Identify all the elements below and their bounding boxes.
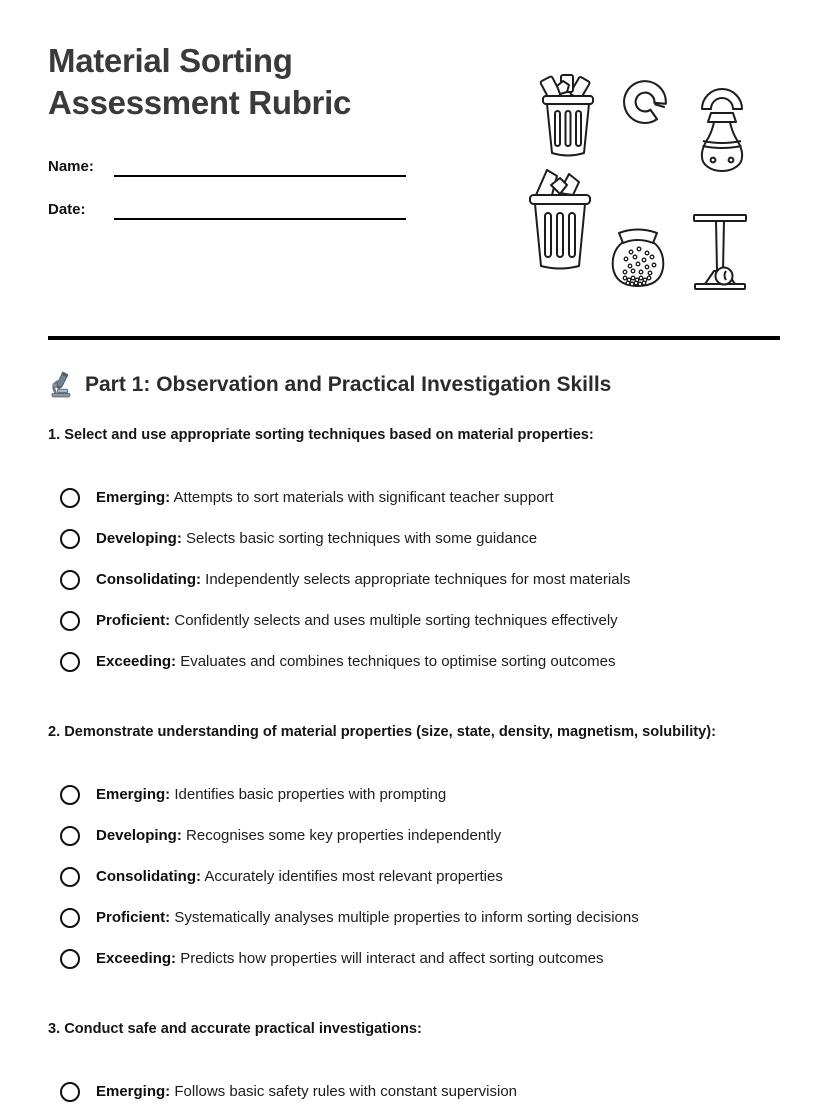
part1-heading [48, 371, 810, 398]
radio-q1-developing[interactable] [60, 529, 80, 549]
question-block [48, 724, 810, 969]
option-text [96, 909, 639, 926]
options-list [48, 487, 810, 672]
option-text [96, 489, 554, 506]
materials-clipart [510, 58, 766, 303]
waste-bin-small-icon [537, 73, 599, 159]
rubric-option-row [48, 784, 810, 805]
option-description: Identifies basic properties with prompting [174, 786, 447, 803]
name-label: Name: [48, 157, 94, 175]
part1-title-text: Part 1: Observation and Practical Investigation Skills [85, 372, 612, 396]
option-description: Recognises some key properties independently [186, 827, 502, 844]
question-text: 1. Select and use appropriate sorting techniques based on material properties: [48, 427, 594, 443]
option-level: Proficient: [96, 909, 171, 926]
options-list [48, 1081, 810, 1102]
option-level: Consolidating: [96, 571, 201, 588]
option-level: Emerging: [96, 1083, 171, 1100]
option-level: Emerging: [96, 489, 171, 506]
rubric-option-row [48, 948, 810, 969]
option-level: Consolidating: [96, 868, 201, 885]
rubric-option-row [48, 651, 810, 672]
name-field-row [48, 155, 406, 177]
option-text [96, 786, 446, 803]
pedestal-table-icon [691, 209, 749, 293]
option-description: Selects basic sorting techniques with some guidance [186, 530, 538, 547]
radio-q1-consolidating[interactable] [60, 570, 80, 590]
option-level: Exceeding: [96, 950, 177, 967]
rubric-option-row [48, 528, 810, 549]
question-block [48, 427, 810, 672]
radio-q3-emerging[interactable] [60, 1082, 80, 1102]
flask-icon [696, 78, 748, 172]
radio-q1-emerging[interactable] [60, 488, 80, 508]
radio-q2-emerging[interactable] [60, 785, 80, 805]
option-level: Proficient: [96, 612, 171, 629]
option-text [96, 612, 618, 629]
page-title: Material Sorting Assessment Rubric [48, 42, 352, 121]
rubric-option-row [48, 866, 810, 887]
option-text [96, 1083, 517, 1100]
option-level: Exceeding: [96, 653, 177, 670]
radio-q1-exceeding[interactable] [60, 652, 80, 672]
radio-q2-proficient[interactable] [60, 908, 80, 928]
question-block [48, 1021, 810, 1102]
option-description: Attempts to sort materials with significant teacher support [173, 489, 554, 506]
rubric-option-row [48, 487, 810, 508]
waste-bin-big-icon [526, 166, 594, 274]
date-field-row [48, 198, 406, 220]
option-description: Evaluates and combines techniques to optimise sorting outcomes [180, 653, 616, 670]
rubric-option-row [48, 907, 810, 928]
microscope-icon [48, 371, 75, 398]
rubric-option-row [48, 610, 810, 631]
option-text [96, 530, 537, 547]
option-description: Independently selects appropriate techniques for most materials [205, 571, 631, 588]
rubric-option-row [48, 825, 810, 846]
option-text [96, 571, 630, 588]
options-list [48, 784, 810, 969]
option-description: Predicts how properties will interact and affect sorting outcomes [180, 950, 604, 967]
option-level: Emerging: [96, 786, 171, 803]
rubric-option-row [48, 1081, 810, 1102]
radio-q2-exceeding[interactable] [60, 949, 80, 969]
question-text: 2. Demonstrate understanding of material properties (size, state, density, magnetism, solubility): [48, 724, 716, 740]
question-text: 3. Conduct safe and accurate practical investigations: [48, 1021, 422, 1037]
broken-ring-icon [622, 79, 668, 125]
option-text [96, 950, 603, 967]
option-description: Accurately identifies most relevant properties [204, 868, 503, 885]
rubric-option-row [48, 569, 810, 590]
option-level: Developing: [96, 530, 182, 547]
option-text [96, 827, 501, 844]
option-level: Developing: [96, 827, 182, 844]
option-description: Follows basic safety rules with constant supervision [174, 1083, 518, 1100]
questions-list [48, 427, 810, 1102]
date-input-line[interactable] [114, 198, 406, 220]
option-description: Confidently selects and uses multiple sorting techniques effectively [174, 612, 618, 629]
option-text [96, 653, 615, 670]
name-input-line[interactable] [114, 155, 406, 177]
radio-q2-consolidating[interactable] [60, 867, 80, 887]
option-description: Systematically analyses multiple properties to inform sorting decisions [174, 909, 639, 926]
option-text [96, 868, 503, 885]
part1-section [48, 371, 810, 1102]
bead-jar-icon [610, 226, 666, 292]
section-divider [48, 336, 780, 340]
radio-q2-developing[interactable] [60, 826, 80, 846]
radio-q1-proficient[interactable] [60, 611, 80, 631]
date-label: Date: [48, 200, 86, 218]
header [48, 40, 478, 220]
